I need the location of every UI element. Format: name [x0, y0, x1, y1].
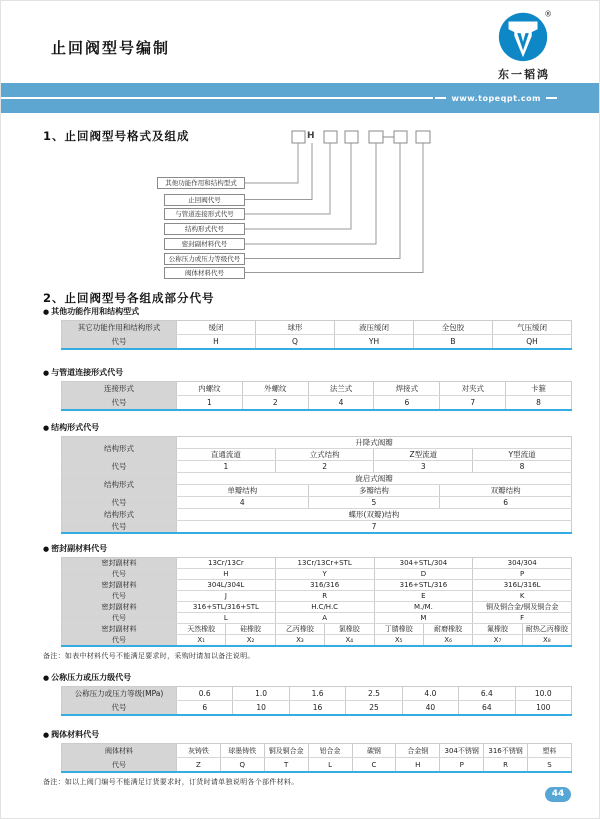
table-row	[62, 396, 572, 411]
table-cell: 气压缓闭	[493, 321, 572, 335]
table-cell: 直通流道	[177, 449, 276, 461]
code-table-block	[43, 367, 571, 411]
diagram-label: 止回阀代号	[164, 194, 245, 206]
table-cell: 4.0	[402, 687, 458, 701]
table-cell: 1	[177, 396, 243, 411]
table-cell: 3	[374, 461, 473, 473]
row-label-cell: 公称压力或压力等级(MPa)	[62, 687, 177, 701]
table-cell: 液压缓闭	[335, 321, 414, 335]
website-url: www.topeqpt.com	[451, 93, 541, 103]
table-row	[62, 497, 572, 509]
table-cell: 外螺纹	[242, 382, 308, 396]
table-cell: 25	[346, 701, 402, 716]
row-label-cell: 结构形式	[62, 437, 177, 461]
row-label-cell: 代号	[62, 613, 177, 624]
table-cell: 304+STL/304	[374, 558, 473, 569]
diagram-label: 密封副材料代号	[164, 238, 245, 250]
table-cell: 丁腈橡胶	[374, 624, 423, 635]
table-cell: 旋启式阀瓣	[177, 473, 572, 485]
table-cell: Y型流道	[473, 449, 572, 461]
code-table-block	[43, 729, 571, 787]
table-row	[62, 569, 572, 580]
code-table-block	[43, 422, 571, 534]
table-note: 备注：如表中材料代号不能满足要求时，采购时请加以备注说明。	[43, 652, 255, 660]
table-bullet: ● 密封副材料代号	[43, 544, 108, 553]
table-bullet: ● 结构形式代号	[43, 423, 100, 432]
table-cell: 6	[440, 497, 572, 509]
table-cell: 316+STL/316+STL	[177, 602, 276, 613]
table-cell: 焊接式	[374, 382, 440, 396]
table-cell: Z	[177, 758, 221, 773]
table-row	[62, 521, 572, 534]
row-label-cell: 代号	[62, 396, 177, 411]
diagram-label: 阀体材料代号	[164, 267, 245, 279]
table-cell: 8	[473, 461, 572, 473]
table-row	[62, 437, 572, 449]
table-cell: L	[308, 758, 352, 773]
table-cell: P	[473, 569, 572, 580]
table-row	[62, 635, 572, 647]
table-bullet: ● 与管道连接形式代号	[43, 368, 124, 377]
table-cell: 蝶形(双瓣)结构	[177, 509, 572, 521]
table-row	[62, 509, 572, 521]
model-letter: H	[307, 131, 315, 141]
row-label-cell: 结构形式	[62, 509, 177, 521]
table-row	[62, 624, 572, 635]
table-cell: 合金钢	[396, 744, 440, 758]
company-logo-icon	[495, 7, 553, 65]
bullet-icon: ●	[43, 308, 50, 316]
table-cell: X₇	[473, 635, 522, 647]
table-cell: M./M.	[374, 602, 473, 613]
row-label-cell: 代号	[62, 497, 177, 509]
code-table	[61, 320, 572, 350]
table-cell: 铜及铜合金	[264, 744, 308, 758]
row-label-cell: 密封副材料	[62, 602, 177, 613]
table-cell: 单瓣结构	[177, 485, 309, 497]
row-label-cell: 代号	[62, 521, 177, 534]
table-row	[62, 701, 572, 716]
table-row	[62, 591, 572, 602]
table-cell: QH	[493, 335, 572, 350]
row-label-cell: 代号	[62, 335, 177, 350]
table-note: 备注：如以上阀门编号不能满足订货要求时，订货时请单独说明各个部件材料。	[43, 778, 299, 786]
banner-divider	[1, 97, 433, 99]
code-table-block	[43, 543, 571, 661]
page-title: 止回阀型号编制	[51, 39, 171, 57]
table-cell: X₄	[325, 635, 374, 647]
table-cell: H	[177, 569, 276, 580]
table-cell: K	[473, 591, 572, 602]
table-cell: D	[374, 569, 473, 580]
table-row	[62, 613, 572, 624]
row-label-cell: 密封副材料	[62, 580, 177, 591]
table-cell: 6.4	[459, 687, 515, 701]
table-cell: E	[374, 591, 473, 602]
table-cell: 碳钢	[352, 744, 396, 758]
table-row	[62, 744, 572, 758]
table-cell: 304L/304L	[177, 580, 276, 591]
table-bullet: ● 阀体材料代号	[43, 730, 100, 739]
row-label-cell: 代号	[62, 569, 177, 580]
table-cell: 塑料	[528, 744, 572, 758]
row-label-cell: 阀体材料	[62, 744, 177, 758]
row-label-cell: 密封副材料	[62, 624, 177, 635]
row-label-cell: 代号	[62, 635, 177, 647]
table-cell: P	[440, 758, 484, 773]
table-cell: 卡箍	[506, 382, 572, 396]
bullet-icon: ●	[43, 369, 50, 377]
table-cell: 硅橡胶	[226, 624, 275, 635]
code-table-block	[43, 306, 571, 350]
table-row	[62, 580, 572, 591]
table-cell: 304/304	[473, 558, 572, 569]
table-cell: 6	[177, 701, 233, 716]
table-cell: 7	[177, 521, 572, 534]
table-cell: X₅	[374, 635, 423, 647]
table-cell: X₆	[423, 635, 472, 647]
table-cell: 2.5	[346, 687, 402, 701]
table-cell: X₈	[522, 635, 571, 647]
code-table	[61, 743, 572, 773]
table-cell: A	[275, 613, 374, 624]
table-cell: 13Cr/13Cr	[177, 558, 276, 569]
table-row	[62, 558, 572, 569]
table-cell: Y	[275, 569, 374, 580]
table-cell: 13Cr/13Cr+STL	[275, 558, 374, 569]
table-row	[62, 758, 572, 773]
diagram-label: 其他功能作用和结构型式	[157, 177, 245, 189]
table-cell: 全包胶	[414, 321, 493, 335]
table-cell: 球墨铸铁	[220, 744, 264, 758]
table-cell: Z型流道	[374, 449, 473, 461]
registered-mark: ®	[544, 9, 553, 19]
table-cell: 法兰式	[308, 382, 374, 396]
section1-heading: 1、止回阀型号格式及组成	[43, 129, 190, 143]
table-cell: 1.6	[289, 687, 345, 701]
diagram-label: 结构形式代号	[164, 223, 245, 235]
banner-dash	[546, 97, 557, 99]
code-table	[61, 436, 572, 534]
bullet-icon: ●	[43, 424, 50, 432]
table-cell: 1.0	[233, 687, 289, 701]
table-cell: S	[528, 758, 572, 773]
table-cell: 天然橡胶	[177, 624, 226, 635]
table-cell: 5	[308, 497, 440, 509]
table-cell: 6	[374, 396, 440, 411]
table-cell: 316/316	[275, 580, 374, 591]
row-label-cell: 代号	[62, 758, 177, 773]
table-cell: 4	[308, 396, 374, 411]
table-cell: J	[177, 591, 276, 602]
table-cell: Q	[220, 758, 264, 773]
table-cell: 100	[515, 701, 571, 716]
diagram-label: 公称压力或压力等级代号	[164, 253, 245, 265]
table-row	[62, 335, 572, 350]
table-cell: X₁	[177, 635, 226, 647]
table-cell: 升降式阀瓣	[177, 437, 572, 449]
table-cell: F	[473, 613, 572, 624]
bullet-icon: ●	[43, 674, 50, 682]
row-label-cell: 代号	[62, 701, 177, 716]
table-cell: 灰铸铁	[177, 744, 221, 758]
table-bullet: ● 其他功能作用和结构型式	[43, 307, 140, 316]
table-cell: B	[414, 335, 493, 350]
table-cell: L	[177, 613, 276, 624]
table-cell: 2	[275, 461, 374, 473]
table-cell: 氯橡胶	[325, 624, 374, 635]
table-cell: 4	[177, 497, 309, 509]
section2-heading: 2、止回阀型号各组成部分代号	[43, 291, 215, 305]
code-table	[61, 557, 572, 647]
table-cell: 缓闭	[177, 321, 256, 335]
table-cell: M	[374, 613, 473, 624]
table-cell: 64	[459, 701, 515, 716]
table-cell: H	[396, 758, 440, 773]
table-cell: 7	[440, 396, 506, 411]
table-cell: 304不锈钢	[440, 744, 484, 758]
table-cell: 耐热乙丙橡胶	[522, 624, 571, 635]
table-row	[62, 687, 572, 701]
table-cell: 316+STL/316	[374, 580, 473, 591]
table-row	[62, 382, 572, 396]
table-cell: 氟橡胶	[473, 624, 522, 635]
table-cell: C	[352, 758, 396, 773]
table-cell: 10	[233, 701, 289, 716]
brand-logo	[487, 7, 561, 82]
table-cell: 球形	[256, 321, 335, 335]
row-label-cell: 结构形式	[62, 473, 177, 497]
table-cell: 2	[242, 396, 308, 411]
table-cell: 乙丙橡胶	[275, 624, 324, 635]
table-cell: T	[264, 758, 308, 773]
table-cell: 10.0	[515, 687, 571, 701]
row-label-cell: 其它功能作用和结构形式	[62, 321, 177, 335]
diagram-label: 与管道连接形式代号	[164, 208, 245, 220]
table-cell: 双瓣结构	[440, 485, 572, 497]
table-cell: R	[275, 591, 374, 602]
table-cell: 316L/316L	[473, 580, 572, 591]
table-row	[62, 473, 572, 485]
table-cell: H.C/H.C	[275, 602, 374, 613]
table-cell: 316不锈钢	[484, 744, 528, 758]
table-cell: 多瓣结构	[308, 485, 440, 497]
row-label-cell: 代号	[62, 461, 177, 473]
brand-name: 东一韬鸿	[498, 68, 550, 81]
banner	[1, 83, 600, 113]
table-cell: 立式结构	[275, 449, 374, 461]
table-cell: 1	[177, 461, 276, 473]
table-cell: R	[484, 758, 528, 773]
row-label-cell: 密封副材料	[62, 558, 177, 569]
table-cell: X₃	[275, 635, 324, 647]
row-label-cell: 连接形式	[62, 382, 177, 396]
table-cell: Q	[256, 335, 335, 350]
table-cell: 内螺纹	[177, 382, 243, 396]
table-row	[62, 461, 572, 473]
page-number-badge: 44	[545, 787, 571, 802]
code-table	[61, 686, 572, 716]
table-cell: 0.6	[177, 687, 233, 701]
table-cell: 16	[289, 701, 345, 716]
code-table	[61, 381, 572, 411]
table-cell: 铜及铜合金/铜及铜合金	[473, 602, 572, 613]
table-cell: 对夹式	[440, 382, 506, 396]
row-label-cell: 代号	[62, 591, 177, 602]
table-cell: 耐磨橡胶	[423, 624, 472, 635]
bullet-icon: ●	[43, 731, 50, 739]
table-cell: 40	[402, 701, 458, 716]
bullet-icon: ●	[43, 545, 50, 553]
code-table-block	[43, 672, 571, 716]
table-bullet: ● 公称压力或压力级代号	[43, 673, 132, 682]
table-cell: X₂	[226, 635, 275, 647]
table-row	[62, 602, 572, 613]
table-cell: 铝合金	[308, 744, 352, 758]
table-cell: YH	[335, 335, 414, 350]
banner-dash	[435, 97, 446, 99]
table-row	[62, 321, 572, 335]
table-cell: H	[177, 335, 256, 350]
table-cell: 8	[506, 396, 572, 411]
